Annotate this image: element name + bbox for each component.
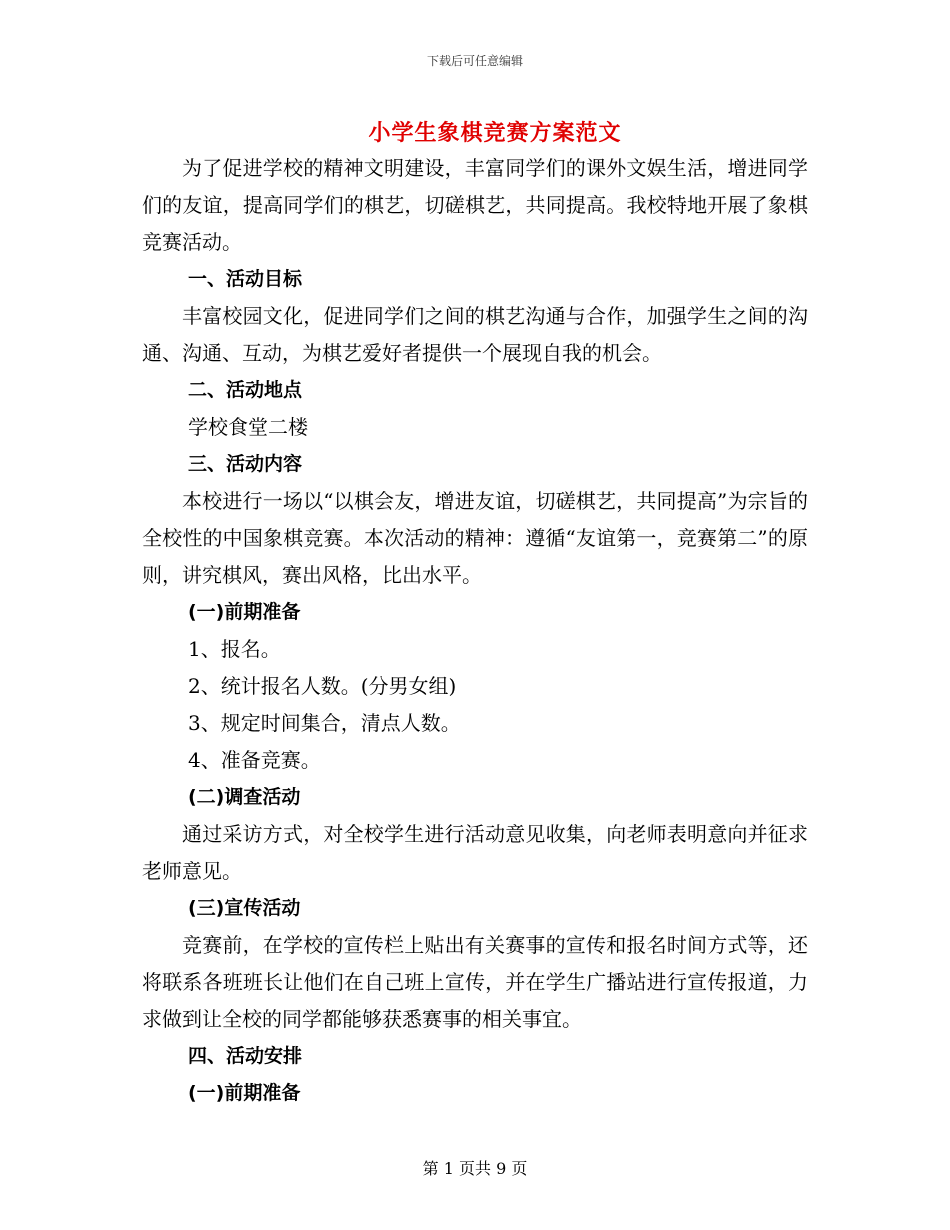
subheading-preparation-2: (一)前期准备 — [188, 1082, 301, 1104]
paragraph-content: 本校进行一场以“以棋会友，增进友谊，切磋棋艺，共同提高”为宗旨的全校性的中国象棋竞赛。本次活动的精神：遵循“友谊第一，竞赛第二”的原则，讲究棋风，赛出风格，比出水平。 — [142, 489, 808, 587]
subheading-survey: (二)调查活动 — [188, 786, 301, 808]
heading-activity-content: 三、活动内容 — [188, 453, 303, 475]
page-number: 第 1 页共 9 页 — [422, 1159, 528, 1178]
list-item: 2、统计报名人数。(分男女组) — [188, 674, 457, 698]
document-body — [142, 150, 808, 1112]
subheading-publicity: (三)宣传活动 — [188, 897, 301, 919]
list-item: 1、报名。 — [188, 637, 281, 661]
paragraph-intro: 为了促进学校的精神文明建设，丰富同学们的课外文娱生活，增进同学们的友谊，提高同学们的棋艺，切磋棋艺，共同提高。我校特地开展了象棋竞赛活动。 — [142, 156, 808, 254]
paragraph-survey: 通过采访方式，对全校学生进行活动意见收集，向老师表明意向并征求老师意见。 — [142, 822, 808, 883]
document-title: 小学生象棋竞赛方案范文 — [368, 120, 622, 146]
heading-activity-location: 二、活动地点 — [188, 379, 303, 401]
subheading-preparation: (一)前期准备 — [188, 601, 301, 623]
location-text: 学校食堂二楼 — [188, 415, 308, 439]
header-note: 下载后可任意编辑 — [426, 54, 523, 68]
paragraph-publicity: 竞赛前，在学校的宣传栏上贴出有关赛事的宣传和报名时间方式等，还将联系各班班长让他们在自己班上宣传，并在学生广播站进行宣传报道，力求做到让全校的同学都能够获悉赛事的相关事宜。 — [142, 933, 808, 1031]
list-item: 4、准备竞赛。 — [188, 748, 321, 772]
heading-activity-goal: 一、活动目标 — [188, 268, 303, 290]
paragraph-goal: 丰富校园文化，促进同学们之间的棋艺沟通与合作，加强学生之间的沟通、沟通、互动，为棋艺爱好者提供一个展现自我的机会。 — [142, 304, 808, 365]
heading-activity-schedule: 四、活动安排 — [188, 1045, 303, 1067]
list-item: 3、规定时间集合，清点人数。 — [188, 711, 461, 735]
